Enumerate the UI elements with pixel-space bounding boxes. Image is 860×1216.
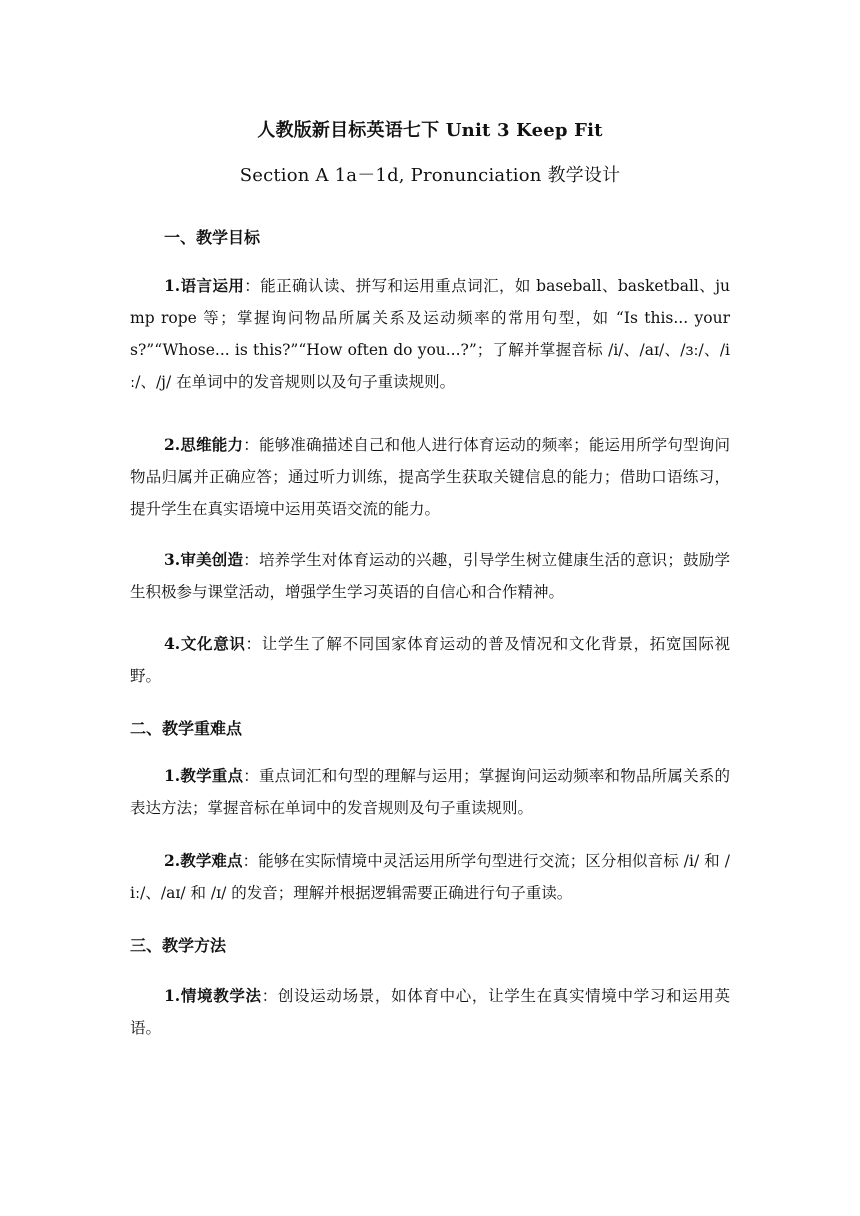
section-heading-key-points: 二、教学重难点 bbox=[130, 719, 243, 738]
paragraph-label: 2.教学难点 bbox=[164, 851, 243, 870]
paragraph-cultural-awareness bbox=[130, 628, 730, 692]
paragraph-teaching-difficulty bbox=[130, 845, 730, 909]
paragraph-text: ：能正确认读、拼写和运用重点词汇，如 baseball、basketball、jump rope 等；掌握询问物品所属关系及运动频率的常用句型，如 “Is this... yours?”“Whose... is this?”“How often do you...?”；了解并掌握音标 /i/、/aɪ/、/ɜː/、/iː/、/j/ 在单词中的发音规则以及句子重读规则。 bbox=[130, 277, 730, 391]
paragraph-text: ：让学生了解不同国家体育运动的普及情况和文化背景，拓宽国际视野。 bbox=[130, 635, 730, 685]
paragraph-text: ：创设运动场景，如体育中心，让学生在真实情境中学习和运用英语。 bbox=[130, 987, 730, 1037]
paragraph-text: ：能够准确描述自己和他人进行体育运动的频率；能运用所学句型询问物品归属并正确应答；通过听力训练，提高学生获取关键信息的能力；借助口语练习，提升学生在真实语境中运用英语交流的能力。 bbox=[130, 436, 730, 518]
paragraph-label: 4.文化意识 bbox=[164, 634, 246, 653]
paragraph-text: ：培养学生对体育运动的兴趣，引导学生树立健康生活的意识；鼓励学生积极参与课堂活动，增强学生学习英语的自信心和合作精神。 bbox=[130, 551, 730, 601]
paragraph-text: ：能够在实际情境中灵活运用所学句型进行交流；区分相似音标 /i/ 和 /iː/、/aɪ/ 和 /ɪ/ 的发音；理解并根据逻辑需要正确进行句子重读。 bbox=[130, 852, 730, 902]
paragraph-label: 1.教学重点 bbox=[164, 766, 244, 785]
document-title: 人教版新目标英语七下 Unit 3 Keep Fit bbox=[257, 120, 603, 141]
section-heading-methods: 三、教学方法 bbox=[130, 936, 227, 955]
paragraph-situational-teaching bbox=[130, 980, 730, 1044]
paragraph-label: 1.语言运用 bbox=[164, 276, 245, 295]
paragraph-text: ：重点词汇和句型的理解与运用；掌握询问运动频率和物品所属关系的表达方法；掌握音标在单词中的发音规则及句子重读规则。 bbox=[130, 767, 730, 817]
document-subtitle: Section A 1a－1d, Pronunciation 教学设计 bbox=[239, 165, 621, 186]
paragraph-label: 3.审美创造 bbox=[164, 550, 244, 569]
section-heading-objectives: 一、教学目标 bbox=[164, 228, 261, 247]
paragraph-label: 2.思维能力 bbox=[164, 435, 244, 454]
paragraph-aesthetic-creation bbox=[130, 544, 730, 608]
paragraph-thinking-ability bbox=[130, 429, 730, 525]
paragraph-teaching-focus bbox=[130, 760, 730, 824]
paragraph-language-use bbox=[130, 270, 730, 398]
paragraph-label: 1.情境教学法 bbox=[164, 986, 262, 1005]
